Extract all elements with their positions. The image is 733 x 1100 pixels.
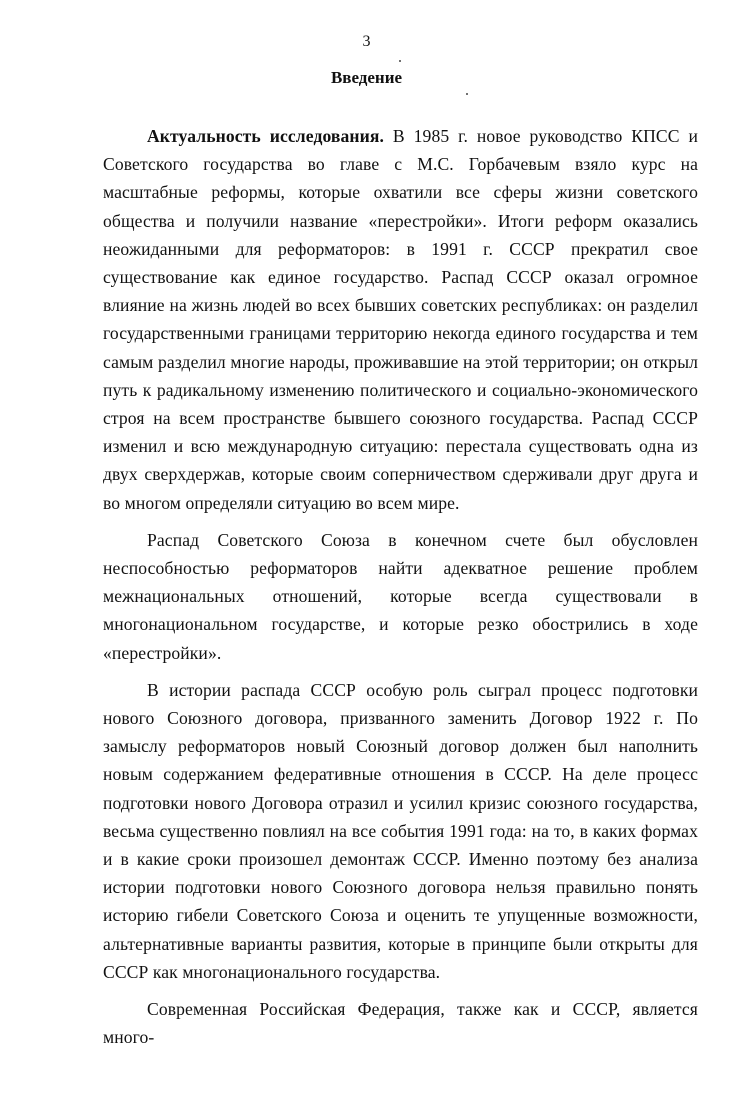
paragraph <box>103 122 698 517</box>
page-number: 3 <box>362 33 371 50</box>
section-heading: Введение <box>330 68 403 87</box>
paragraph <box>103 995 698 1051</box>
paragraph <box>103 526 698 667</box>
paragraph-lead: Актуальность исследования. <box>147 126 384 146</box>
paragraph-text: В истории распада СССР особую роль сыграл процесс подготовки нового Союзного договора, призванного заменить Договор 1922 г. По замыслу реформаторов новый Союзный договор должен был наполнить новым содержанием федеративные отношения в СССР. На деле процесс подготовки нового Договора отразил и усилил кризис союзного государства, весьма существенно повлиял на все события 1991 года: на то, в каких формах и в какие сроки произошел демонтаж СССР. Именно поэтому без анализа истории подготовки нового Союзного договора нельзя правильно понять историю гибели Советского Союза и оценить те упущенные возможности, альтернативные варианты развития, которые в принципе были открыты для СССР как многонационального государства. <box>103 679 698 982</box>
scan-speck <box>399 60 401 62</box>
paragraph-text: Современная Российская Федерация, также как и СССР, является много- <box>103 999 698 1048</box>
paragraph-text: В 1985 г. новое руководство КПСС и Советского государства во главе с М.С. Горбачевым взяло курс на масштабные реформы, которые охватили все сферы жизни советского общества и получили название «перестройки». Итоги реформ оказались неожиданными для реформаторов: в 1991 г. СССР прекратил свое существование как единое государство. Распад СССР оказал огромное влияние на жизнь людей во всех бывших советских республиках: он разделил государственными границами территорию некогда единого государства и тем самым разделил многие народы, проживавшие на этой территории; он открыл путь к радикальному изменению политического и социально-экономического строя на всем пространстве бывшего союзного государства. Распад СССР изменил и всю международную ситуацию: перестала существовать одна из двух сверхдержав, которые своим соперничеством сдерживали друг друга и во многом определяли ситуацию во всем мире. <box>103 126 698 513</box>
body-text <box>103 122 698 1061</box>
paragraph <box>103 676 698 986</box>
scan-speck <box>466 93 468 95</box>
paragraph-text: Распад Советского Союза в конечном счете был обусловлен неспособностью реформаторов найти адекватное решение проблем межнациональных отношений, которые всегда существовали в многонациональном государстве, и которые резко обострились в ходе «перестройки». <box>103 529 698 663</box>
